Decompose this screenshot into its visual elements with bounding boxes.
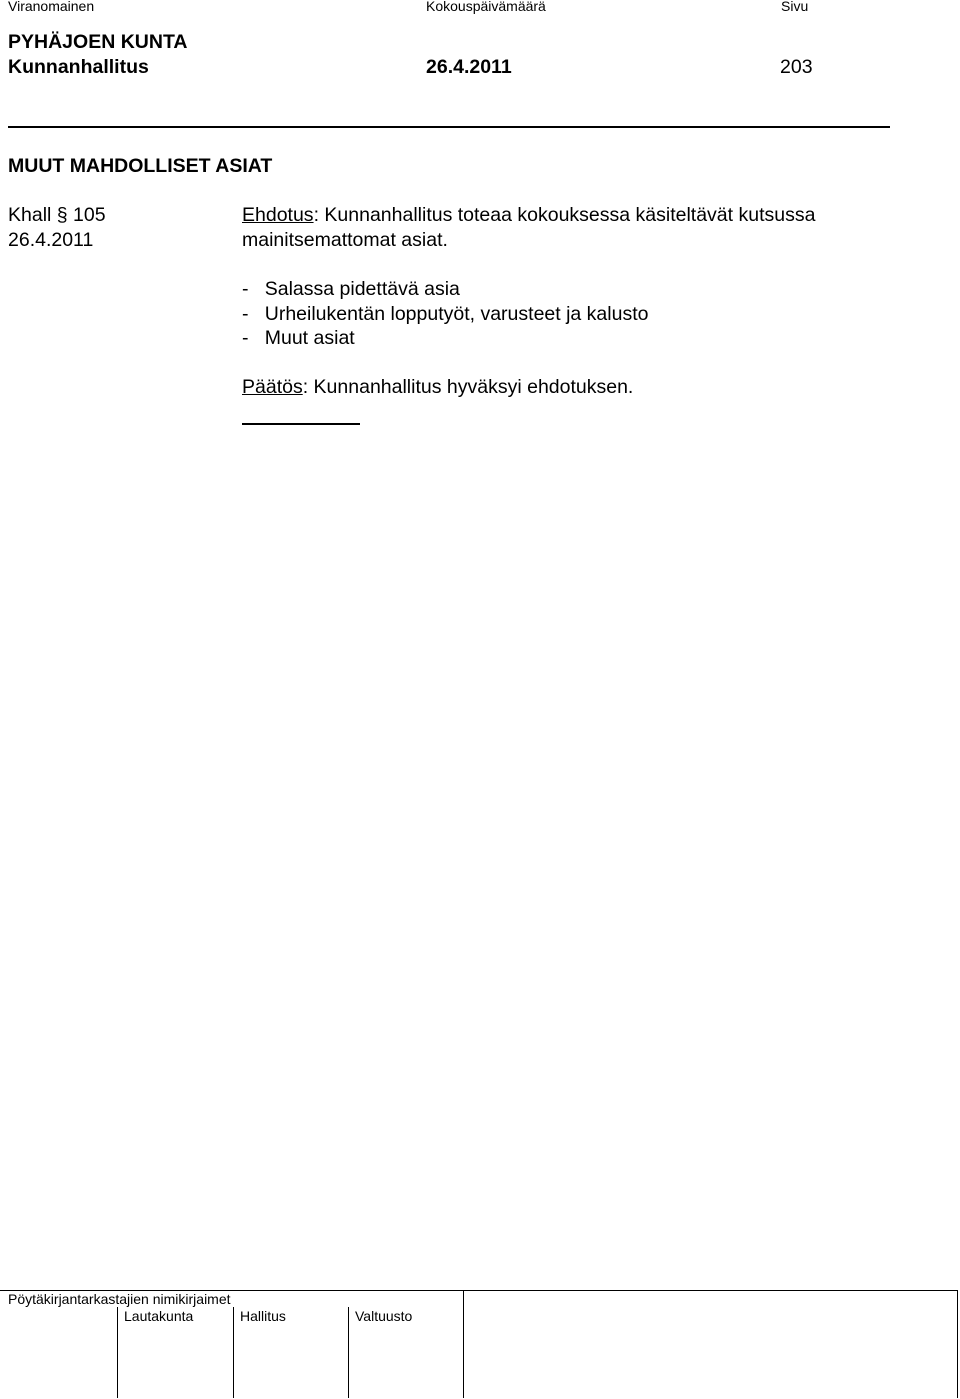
list-item: - Muut asiat xyxy=(242,327,355,349)
item-reference: Khall § 105 xyxy=(8,204,106,226)
footer-divider xyxy=(463,1307,464,1398)
list-item: - Urheilukentän lopputyöt, varusteet ja kalusto xyxy=(242,303,649,325)
header-divider xyxy=(8,126,890,128)
footer-col-valtuusto: Valtuusto xyxy=(355,1308,413,1324)
header-label-kokouspaivamaara: Kokouspäivämäärä xyxy=(426,0,546,14)
header-label-sivu: Sivu xyxy=(781,0,809,14)
decision-text: : Kunnanhallitus hyväksyi ehdotuksen. xyxy=(302,376,634,398)
end-divider xyxy=(242,423,360,425)
item-date: 26.4.2011 xyxy=(8,229,94,251)
signatures-label: Pöytäkirjantarkastajien nimikirjaimet xyxy=(8,1291,231,1307)
footer-divider xyxy=(233,1307,234,1398)
authority-name: Kunnanhallitus xyxy=(8,56,149,78)
proposal-line-2: mainitsemattomat asiat. xyxy=(242,229,448,251)
meeting-date: 26.4.2011 xyxy=(426,56,512,78)
footer-col-lautakunta: Lautakunta xyxy=(124,1308,194,1324)
page-number: 203 xyxy=(780,56,813,78)
list-item: - Salassa pidettävä asia xyxy=(242,278,460,300)
decision-label: Päätös xyxy=(242,376,303,398)
footer-divider xyxy=(348,1307,349,1398)
footer-divider xyxy=(463,1291,464,1307)
proposal-label: Ehdotus xyxy=(242,204,314,226)
section-title: MUUT MAHDOLLISET ASIAT xyxy=(8,155,273,177)
header-label-viranomainen: Viranomainen xyxy=(8,0,95,14)
footer-divider xyxy=(117,1307,118,1398)
footer-col-hallitus: Hallitus xyxy=(240,1308,286,1324)
organization-name: PYHÄJOEN KUNTA xyxy=(8,31,188,53)
decision-line xyxy=(242,376,633,399)
proposal-line-1 xyxy=(242,204,815,227)
proposal-text: : Kunnanhallitus toteaa kokouksessa käsiteltävät kutsussa xyxy=(313,204,816,226)
